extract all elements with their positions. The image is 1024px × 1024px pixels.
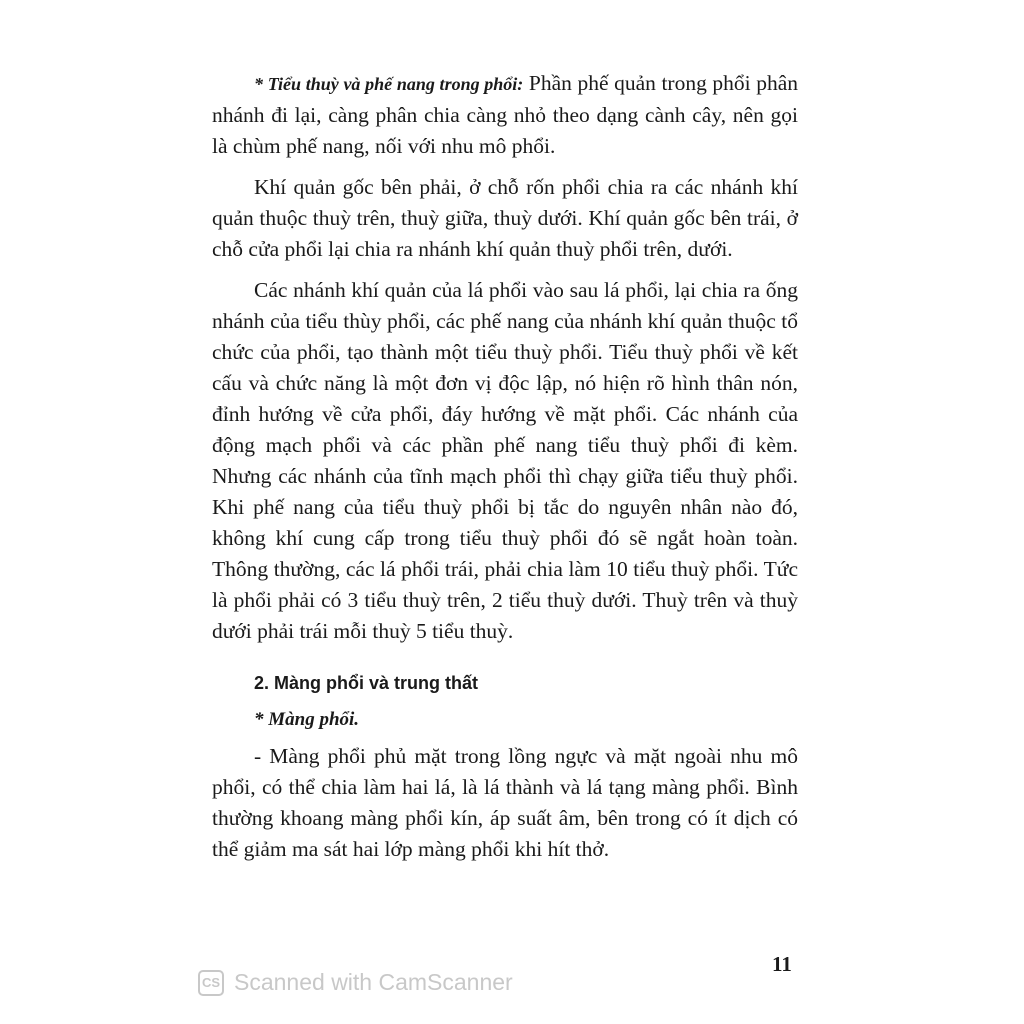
watermark-text: Scanned with CamScanner — [234, 969, 513, 995]
paragraph-bronchi: Khí quản gốc bên phải, ở chỗ rốn phổi chia ra các nhánh khí quản thuộc thuỳ trên, thuỳ giữa, thuỳ dưới. Khí quản gốc bên trái, ở chỗ cửa phổi lại chia ra nhánh khí quản thuỳ phổi trên, dưới. — [212, 175, 798, 261]
paragraph-lobules — [212, 68, 798, 162]
lead-label: * Tiểu thuỳ và phế nang trong phổi: — [254, 74, 524, 94]
camscanner-logo-icon: CS — [198, 970, 224, 996]
paragraph-lobule-structure: Các nhánh khí quản của lá phổi vào sau lá phổi, lại chia ra ống nhánh của tiểu thùy phổi, các phế nang của nhánh khí quản thuộc tổ chức của phổi, tạo thành một tiểu thuỳ phổi. Tiểu thuỳ phổi về kết cấu và chức năng là một đơn vị độc lập, nó hiện rõ hình thân nón, đỉnh hướng về cửa phổi, đáy hướng về mặt phổi. Các nhánh của động mạch phổi và các phần phế nang tiểu thuỳ phổi đi kèm. Nhưng các nhánh của tĩnh mạch phổi thì chạy giữa tiểu thuỳ phổi. Khi phế nang của tiểu thuỳ phổi bị tắc do nguyên nhân nào đó, không khí cung cấp trong tiểu thuỳ phổi đó sẽ ngắt hoàn toàn. Thông thường, các lá phổi trái, phải chia làm 10 tiểu thuỳ phổi. Tức là phổi phải có 3 tiểu thuỳ trên, 2 tiểu thuỳ dưới. Thuỳ trên và thuỳ dưới phải trái mỗi thuỳ 5 tiểu thuỳ. — [212, 278, 798, 643]
page-number: 11 — [772, 952, 792, 976]
paragraph-pleura: - Màng phổi phủ mặt trong lồng ngực và mặt ngoài nhu mô phổi, có thể chia làm hai lá, là lá thành và lá tạng màng phổi. Bình thường khoang màng phổi kín, áp suất âm, bên trong có ít dịch có thể giảm ma sát hai lớp màng phổi khi hít thở. — [212, 744, 798, 861]
subsection-heading: * Màng phổi. — [254, 709, 360, 730]
camscanner-watermark — [198, 969, 513, 996]
page-body — [212, 68, 798, 875]
section-heading: 2. Màng phổi và trung thất — [254, 673, 478, 693]
paragraph-lobules-text: Phần phế quản trong phổi phân nhánh đi lại, càng phân chia càng nhỏ theo dạng cành cây, nên gọi là chùm phế nang, nối với nhu mô phổi. — [212, 71, 798, 158]
